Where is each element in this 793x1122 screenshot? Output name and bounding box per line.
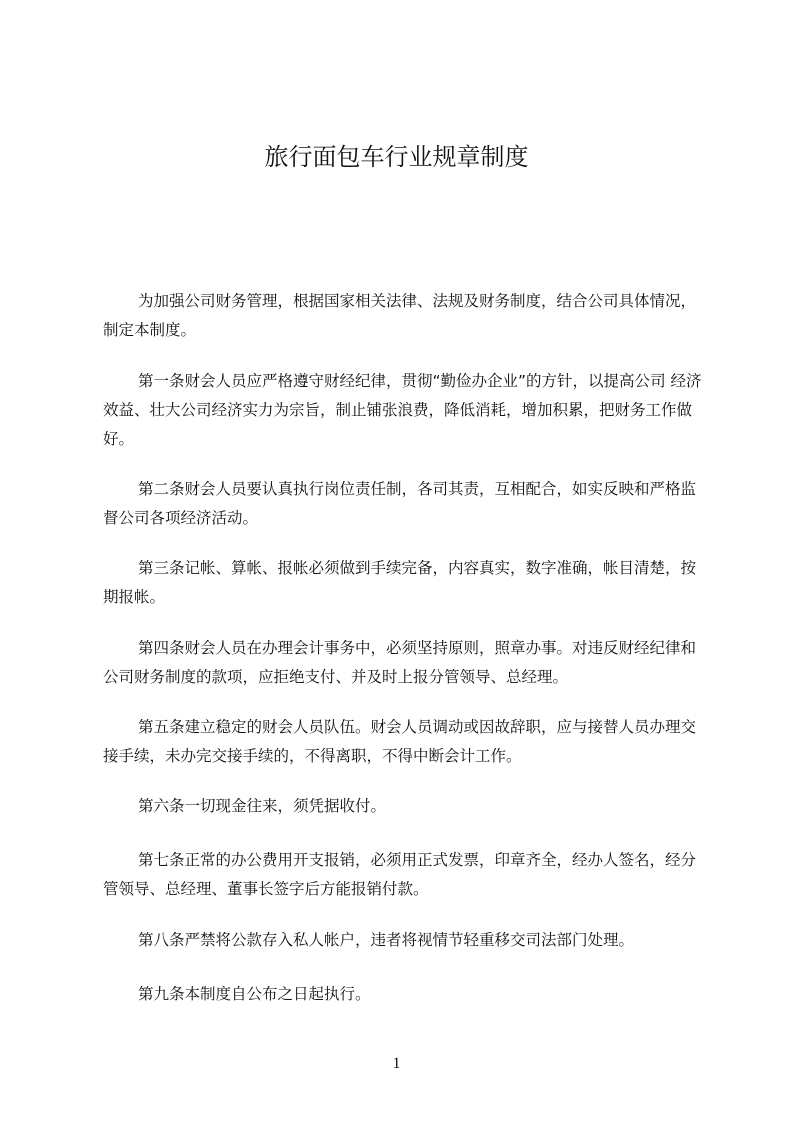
paragraph-article-4: 第四条财会人员在办理会计事务中，必须坚持原则，照章办事。对违反财经纪律和公司财务制度的款项，应拒绝支付、并及时上报分管领导、总经理。 xyxy=(103,639,697,686)
paragraph-article-9: 第九条本制度自公布之日起执行。 xyxy=(138,985,371,1003)
page-number: 1 xyxy=(392,1055,401,1072)
paragraph-article-2: 第二条财会人员要认真执行岗位责任制，各司其责，互相配合，如实反映和严格监督公司各项经济活动。 xyxy=(103,480,697,527)
paragraph-article-1: 第一条财会人员应严格遵守财经纪律，贯彻“勤俭办企业”的方针，以提高公司 经济效益、壮大公司经济实力为宗旨，制止铺张浪费，降低消耗，增加积累，把财务工作做好。 xyxy=(103,372,702,448)
document-title: 旅行面包车行业规章制度 xyxy=(264,143,529,171)
paragraph-intro: 为加强公司财务管理，根据国家相关法律、法规及财务制度，结合公司具体情况，制定本制度。 xyxy=(103,292,697,339)
paragraph-article-8: 第八条严禁将公款存入私人帐户，违者将视情节轻重移交司法部门处理。 xyxy=(138,931,635,949)
paragraph-article-3: 第三条记帐、算帐、报帐必须做到手续完备，内容真实，数字准确，帐目清楚，按期报帐。 xyxy=(103,559,697,606)
paragraph-article-6: 第六条一切现金往来，须凭据收付。 xyxy=(138,797,387,815)
paragraph-article-5: 第五条建立稳定的财会人员队伍。财会人员调动或因故辞职，应与接替人员办理交接手续，未办完交接手续的，不得离职，不得中断会计工作。 xyxy=(103,718,697,765)
paragraph-article-7: 第七条正常的办公费用开支报销，必须用正式发票，印章齐全，经办人签名，经分管领导、总经理、董事长签字后方能报销付款。 xyxy=(103,851,697,898)
